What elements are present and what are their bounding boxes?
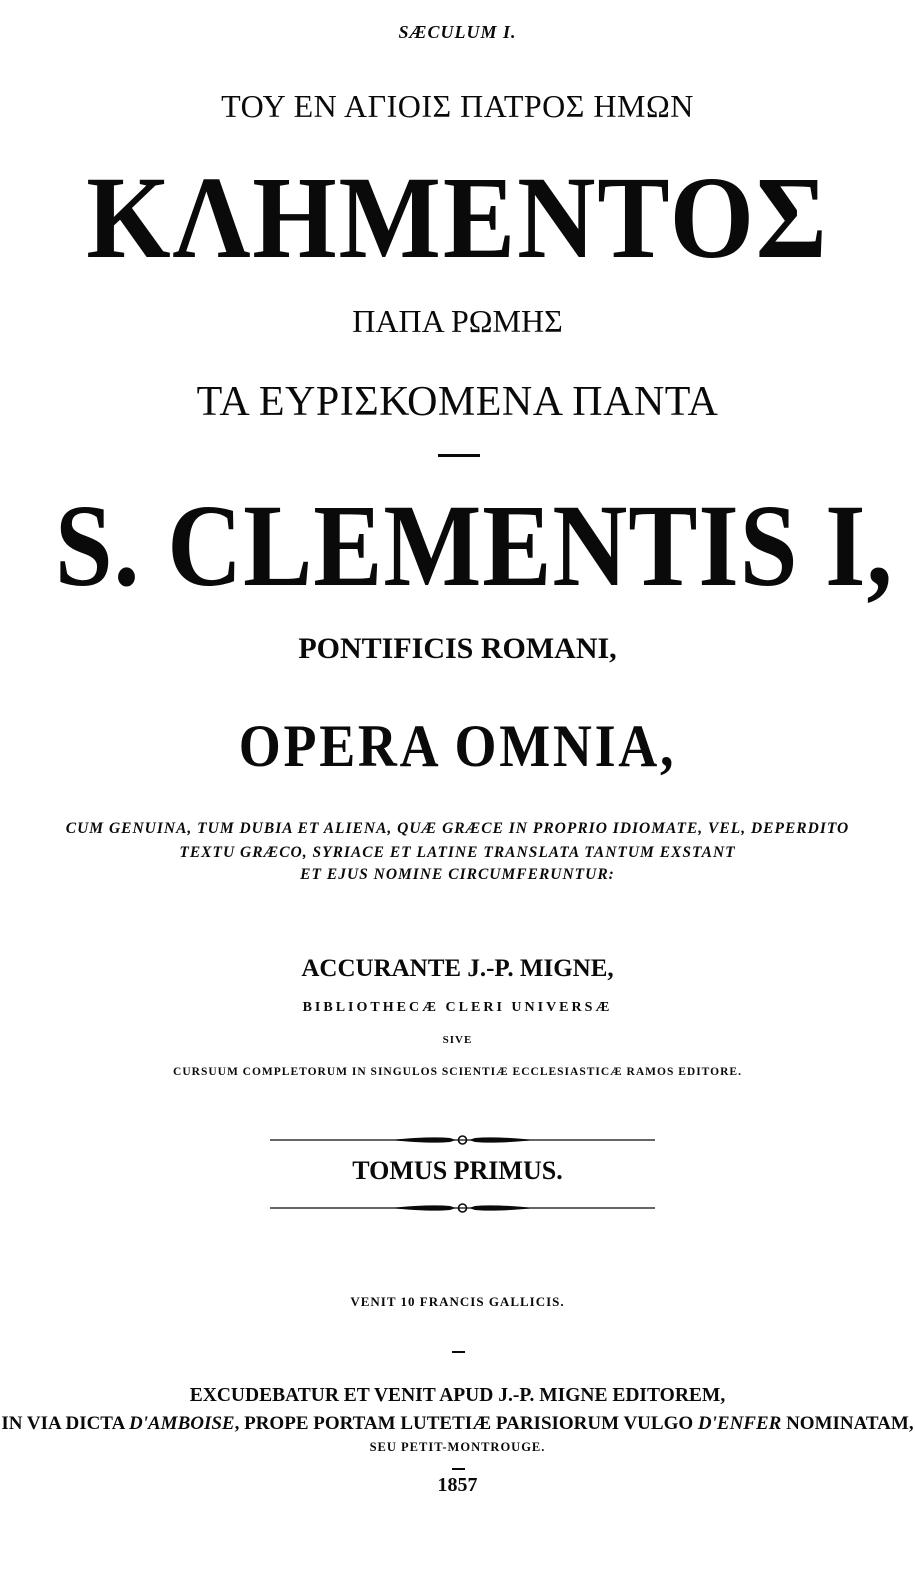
volume-title: TOMUS PRIMUS.	[352, 1156, 563, 1185]
small-divider	[452, 1468, 465, 1470]
imprint-gate-name: D'ENFER	[697, 1413, 782, 1434]
description-line: ET EJUS NOMINE CIRCUMFERUNTUR:	[300, 866, 615, 883]
pontificis-line: PONTIFICIS ROMANI,	[298, 632, 617, 665]
latin-author-title: S. CLEMENTIS I,	[54, 480, 894, 611]
greek-pope-line: ΠΑΠΑ ΡΩΜΗΣ	[352, 303, 563, 339]
greek-intro-line: ΤΟΥ ΕΝ ΑΓΙΟΙΣ ΠΑΤΡΟΣ ΗΜΩΝ	[221, 88, 694, 124]
cursuum-line: CURSUUM COMPLETORUM IN SINGULOS SCIENTIÆ ECCLESIASTICÆ RAMOS EDITORE.	[173, 1066, 742, 1078]
imprint-locality-line: SEU PETIT-MONTROUGE.	[369, 1440, 546, 1454]
short-divider	[438, 454, 480, 457]
bibliotheca-line: BIBLIOTHECÆ CLERI UNIVERSÆ	[302, 1000, 613, 1015]
ornamental-rule-bottom	[270, 1201, 655, 1215]
imprint-address-line	[0, 1413, 915, 1435]
ornamental-rule-top	[270, 1133, 655, 1147]
opera-omnia-heading: OPERA OMNIA,	[238, 713, 677, 779]
imprint-address-part: NOMINATAM,	[781, 1413, 914, 1434]
sive-line: SIVE	[442, 1034, 473, 1046]
editor-line: ACCURANTE J.-P. MIGNE,	[301, 955, 614, 982]
publication-year: 1857	[437, 1474, 478, 1496]
imprint-address-part: IN VIA DICTA	[1, 1413, 129, 1434]
imprint-address-part: , PROPE PORTAM LUTETIÆ PARISIORUM VULGO	[234, 1413, 698, 1434]
greek-author-title: ΚΛΗΜΕΝΤΟΣ	[86, 152, 829, 283]
description-line: CUM GENUINA, TUM DUBIA ET ALIENA, QUÆ GRÆCE IN PROPRIO IDIOMATE, VEL, DEPERDITO	[65, 820, 850, 837]
greek-works-line: ΤΑ ΕΥΡΙΣΚΟΜΕΝΑ ΠΑΝΤΑ	[196, 379, 719, 425]
imprint-line: EXCUDEBATUR ET VENIT APUD J.-P. MIGNE EDITOREM,	[189, 1385, 726, 1406]
price-line: VENIT 10 FRANCIS GALLICIS.	[350, 1294, 565, 1309]
small-divider	[452, 1351, 465, 1353]
description-line: TEXTU GRÆCO, SYRIACE ET LATINE TRANSLATA TANTUM EXSTANT	[179, 844, 736, 861]
saeculum-heading: SÆCULUM I.	[398, 22, 517, 42]
imprint-street-name: D'AMBOISE	[129, 1413, 235, 1434]
